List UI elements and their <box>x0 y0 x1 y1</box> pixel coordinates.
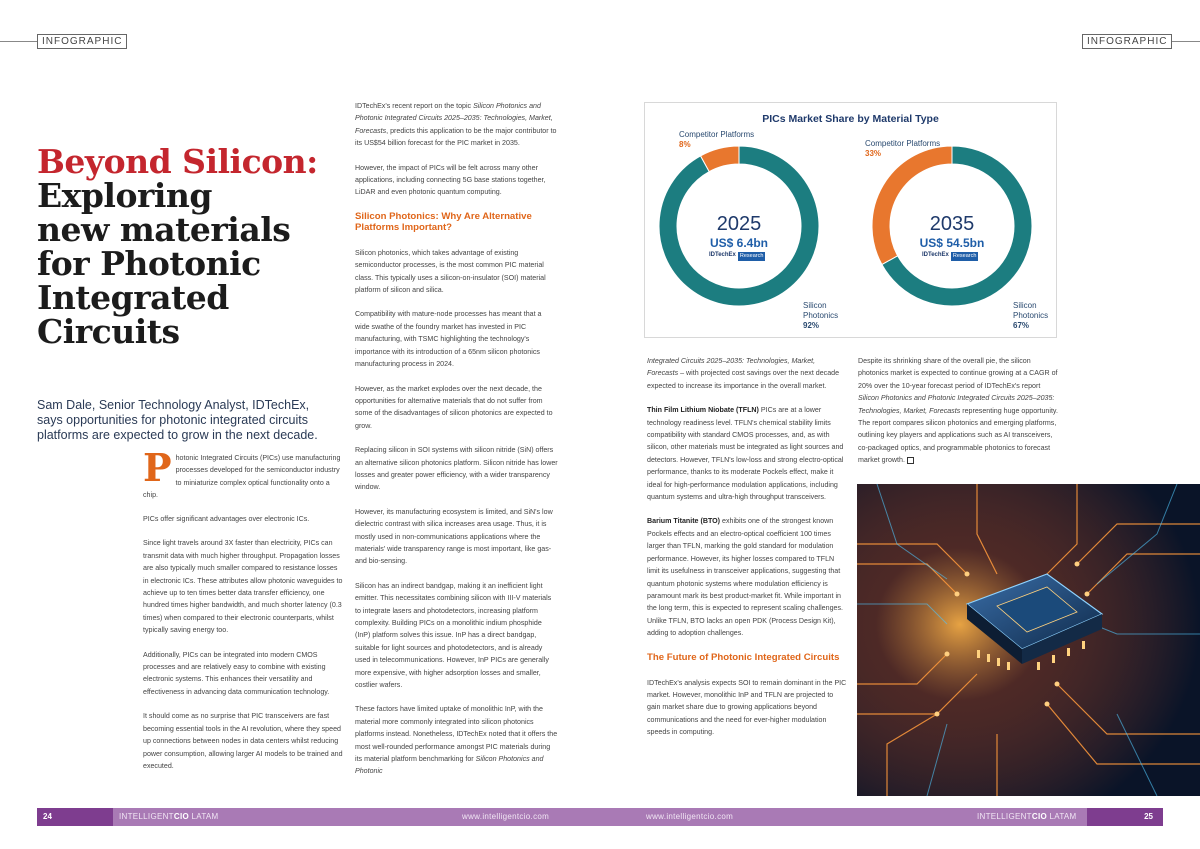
subheading: The Future of Photonic Integrated Circuits <box>647 651 840 663</box>
drop-cap: P <box>143 445 172 490</box>
page-footer <box>37 808 1163 826</box>
paragraph: However, its manufacturing ecosystem is limited, and SiN's low dielectric contrast with silica increases area usage. Thus, it is mostly used in non-communications applications where the materials' wide transparency range is most important, like gas- and bio-sensing. <box>355 507 553 566</box>
chip-illustration <box>857 484 1200 796</box>
paragraph: Compatibility with mature-node processes has meant that a wide swathe of the foundry market has invested in PIC manufacturing, with TSMC highlighting the technology's importance with its introduction of a 65nm silicon photonics manufacturing process in 2024. <box>355 310 542 369</box>
idtechex-logo: IDTechEx Research <box>709 252 764 259</box>
headline-line: Circuits <box>37 312 180 351</box>
donut-2025-competitor-label: Competitor Platforms 8% <box>679 130 755 149</box>
paragraph: However, the impact of PICs will be felt across many other applications, including connecting 5G base stations together, LiDAR and even photonic quantum computing. <box>355 163 546 197</box>
paragraph: Replacing silicon in SOI systems with silicon nitride (SiN) offers an alternative silicon photonics platform. Silicon nitride has lower losses and greater power efficiency, with a wider transparency window. <box>355 446 558 492</box>
paragraph: Additionally, PICs can be integrated into modern CMOS processes and are relatively easy to combine with existing electronic systems. This enhances their versatility and effectiveness in advancing data communication technology. <box>143 650 330 696</box>
paragraph: Silicon has an indirect bandgap, making it an inefficient light emitter. This necessitates combining silicon with III-V materials to integrate lasers and photodetectors, increasing platform complexity. Building PICs on a monolithic indium phosphide (InP) platform solves this issue. InP has a direct bandgap, suitable for light sources and photodetectors, and is already used in telecommunications. However, InP PICs are generally more expensive, with higher adsorption losses and smaller, costlier wafers. <box>355 581 552 690</box>
paragraph: These factors have limited uptake of monolithic InP, with the material more commonly integrated into silicon photonics platforms instead. Nonetheless, IDTechEx noted that it offers the most well-rounded performance amongst PIC materials during its material platform benchmarking for Silicon Photonics and Photonic <box>355 705 558 776</box>
headline-red: Beyond Silicon: <box>37 142 318 181</box>
headline-line: new materials <box>37 210 291 249</box>
paragraph: Barium Titanite (BTO) exhibits one of the strongest known Pockels effects and an electro-optical coefficient 100 times larger than TFLN, marking the gold standard for modulation performance. However, its higher losses compared to TFLN limit its usefulness in transceiver applications, suggesting that quantum photonic systems where modulation efficiency is paramount mark its best product-market fit. While important in the long term, this is expected to represent scaling challenges. Unlike TFLN, BTO lacks an open PDK (Process Design Kit), adding to adoption challenges. <box>647 517 843 638</box>
section-tag-left: INFOGRAPHIC <box>37 34 127 49</box>
end-mark-icon <box>907 457 914 464</box>
chart-title: PICs Market Share by Material Type <box>762 113 939 125</box>
paragraph: Integrated Circuits 2025–2035: Technologies, Market, Forecasts – with projected cost savings over the next decade expected to increase its importance in the overall market. <box>647 357 840 390</box>
header-rule-left <box>0 41 40 42</box>
article-headline <box>37 142 337 351</box>
headline-line: for Photonic <box>37 244 261 283</box>
donut-2025-value: US$ 6.4bn <box>709 236 769 250</box>
footer-url-left[interactable]: www.intelligentcio.com <box>462 812 550 821</box>
paragraph: However, as the market explodes over the next decade, the opportunities for alternative materials that do not suffer from some of the disadvantages of silicon photonics are expected to grow. <box>355 384 553 430</box>
paragraph: IDTechEx's analysis expects SOI to remain dominant in the PIC market. However, monolithic InP and TFLN are projected to gain market share due to growing applications beyond communications and the need for ever-higher modulation speeds in computing. <box>647 678 847 737</box>
footer-brand-left: INTELLIGENTCIO LATAM <box>119 812 219 821</box>
donut-2035-competitor-label: Competitor Platforms 33% <box>865 139 941 158</box>
circuit-board-image <box>857 484 1200 796</box>
column-1-body <box>143 513 343 784</box>
footer-brand-right: INTELLIGENTCIO LATAM <box>977 812 1077 821</box>
donut-2025-year: 2025 <box>716 213 762 235</box>
standfirst: Sam Dale, Senior Technology Analyst, IDTechEx, says opportunities for photonic integrated circuits platforms are expected to grow in the next decade. <box>37 398 318 442</box>
paragraph: PICs offer significant advantages over electronic ICs. <box>143 515 310 523</box>
paragraph: Photonic Integrated Circuits (PICs) use manufacturing processes developed for the semiconductor industry to miniaturize complex optical functionality onto a chip. <box>143 445 341 500</box>
paragraph: Silicon photonics, which takes advantage of existing semiconductor processes, is the most common PIC material class. This typically uses a silicon-on-insulator (SOI) material platform of silicon and silica. <box>355 248 546 295</box>
donut-2035-year: 2035 <box>929 213 975 235</box>
column-2 <box>355 100 558 790</box>
idtechex-logo: IDTechEx Research <box>922 252 977 259</box>
page-number-left: 24 <box>37 808 113 826</box>
column-3 <box>647 355 847 751</box>
headline-line: Exploring <box>37 176 212 215</box>
donut-2025-silicon-label: Silicon Photonics 92% <box>803 301 839 330</box>
section-tag-right: INFOGRAPHIC <box>1082 34 1172 49</box>
headline-line: Integrated <box>37 278 229 317</box>
market-share-chart <box>644 102 1057 338</box>
column-4 <box>858 355 1062 479</box>
paragraph: Despite its shrinking share of the overall pie, the silicon photonics market is expected to continue growing at a CAGR of 20% over the 10-year forecast period of IDTechEx's report Silicon Photonics and Photonic Integrated Circuits 2025–2035: Technologies, Market, Forecasts representing huge opportunity. The report compares silicon photonics and emerging platforms, outlining key players and applications such as AI transceivers, co-packaged optics, and programmable photonics to forecast market growth. <box>858 357 1058 465</box>
paragraph: Thin Film Lithium Niobate (TFLN) PICs are at a lower technology readiness level. TFLN's chemical stability limits compatibility with standard CMOS processes, and, as with silicon, other materials must be integrated as light sources and detectors. However, TFLN's low-loss and strong electro-optical performance, thanks to its moderate Pockels effect, make it ideal for high-performance modulation applications, including quantum systems and ultra-high throughput transceivers. <box>647 406 844 502</box>
paragraph: It should come as no surprise that PIC transceivers are fast becoming essential tools in the AI revolution, where they speed up connections between nodes in data centers whilst reducing power consumption, allowing larger AI models to be trained and executed. <box>143 712 343 770</box>
donut-2035-value: US$ 54.5bn <box>919 236 985 250</box>
subheading: Silicon Photonics: Why Are Alternative Platforms Important? <box>355 210 532 233</box>
paragraph: IDTechEx's recent report on the topic Silicon Photonics and Photonic Integrated Circuits 2025–2035: Technologies, Market, Forecasts, predicts this application to be the major contributor to its US$54 billion forecast for the PIC market in 2035. <box>355 102 557 148</box>
footer-url-right[interactable]: www.intelligentcio.com <box>646 812 734 821</box>
paragraph: Since light travels around 3X faster than electricity, PICs can transmit data with much higher throughput. Propagation losses are also typically much smaller compared to resistance losses in electronic ICs. These attributes allow photonic waveguides to achieve up to ten times better data transfer efficiency, one hundred times higher bandwidth, and much shorter latency (0.3 times) when compared to their electronic counterparts, whilst typically saving energy too. <box>143 539 343 635</box>
page-number-right: 25 <box>1087 808 1163 826</box>
column-1 <box>143 445 343 514</box>
donut-2035-silicon-label: Silicon Photonics 67% <box>1013 301 1049 330</box>
